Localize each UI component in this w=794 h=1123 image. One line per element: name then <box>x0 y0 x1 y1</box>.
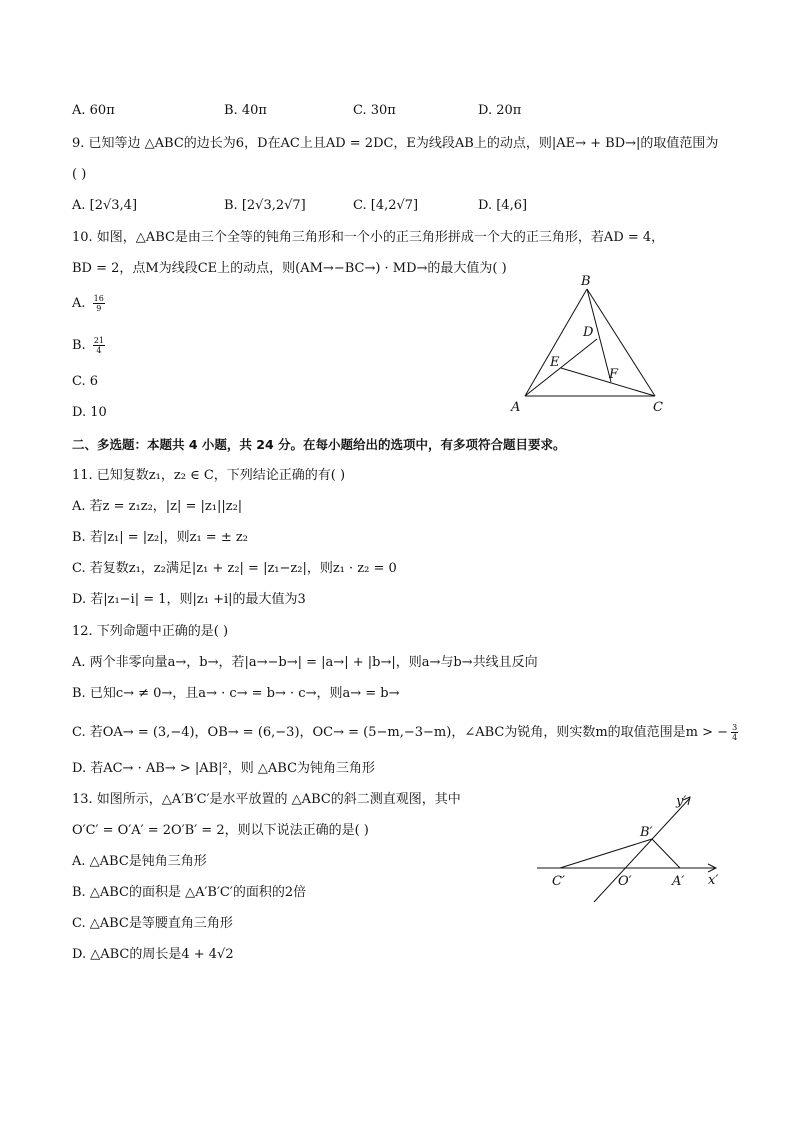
q10-option-a[interactable] <box>72 294 105 313</box>
q9-stem: 9. 已知等边 △ABC的边长为6，D在AC上且AD = 2DC，E为线段AB上的动点，则|AE→ + BD→|的取值范围为 <box>72 136 719 151</box>
label-c: C <box>653 400 663 415</box>
label-o-prime: O′ <box>618 874 632 889</box>
q10-option-b-prefix: B. <box>72 338 86 353</box>
q9-option-b[interactable]: B. [2√3,2√7] <box>224 198 306 213</box>
label-b-prime: B′ <box>640 825 653 840</box>
q10-option-d[interactable]: D. 10 <box>72 405 107 420</box>
q8-option-b[interactable]: B. 40π <box>224 103 267 118</box>
q9-option-d[interactable]: D. [4,6] <box>478 198 528 213</box>
q11-stem: 11. 已知复数z₁，z₂ ∈ C，下列结论正确的有( ) <box>72 468 346 483</box>
q9-paren: ( ) <box>72 167 87 182</box>
q12-option-c-denominator: 4 <box>732 733 738 742</box>
q10-triangle-figure <box>505 272 675 417</box>
q13-stem-line2: O′C′ = O′A′ = 2O′B′ = 2，则以下说法正确的是( ) <box>72 823 369 838</box>
q11-option-b[interactable]: B. 若|z₁| = |z₂|，则z₁ = ± z₂ <box>72 530 248 545</box>
q11-option-a[interactable]: A. 若z = z₁z₂，|z| = |z₁||z₂| <box>72 499 243 514</box>
q10-option-b-fraction <box>93 336 105 355</box>
segment-b-a <box>652 839 680 868</box>
edge-bc <box>587 289 655 396</box>
q8-option-c[interactable]: C. 30π <box>353 103 396 118</box>
q10-option-b[interactable] <box>72 336 105 355</box>
q12-option-d[interactable]: D. 若AC→ · AB→ > |AB|²，则 △ABC为钝角三角形 <box>72 761 376 776</box>
q9-option-c[interactable]: C. [4,2√7] <box>353 198 419 213</box>
q13-option-d[interactable]: D. △ABC的周长是4 + 4√2 <box>72 947 234 962</box>
label-a: A <box>511 400 521 415</box>
q13-option-a[interactable]: A. △ABC是钝角三角形 <box>72 854 207 869</box>
section-2-header: 二、多选题：本题共 4 小题，共 24 分。在每小题给出的选项中，有多项符合题目要求。 <box>72 437 566 452</box>
q13-option-c[interactable]: C. △ABC是等腰直角三角形 <box>72 916 233 931</box>
q10-stem-line1: 10. 如图，△ABC是由三个全等的钝角三角形和一个小的正三角形拼成一个大的正三角形，若AD = 4， <box>72 230 665 245</box>
q8-option-d[interactable]: D. 20π <box>478 103 522 118</box>
q13-option-b[interactable]: B. △ABC的面积是 △A′B′C′的面积的2倍 <box>72 885 307 900</box>
label-e: E <box>550 355 560 370</box>
q12-option-b[interactable]: B. 已知c→ ≠ 0→，且a→ · c→ = b→ · c→，则a→ = b→ <box>72 686 400 701</box>
label-y-axis: y′ <box>676 794 687 809</box>
q11-option-d[interactable]: D. 若|z₁−i| = 1，则|z₁ +i|的最大值为3 <box>72 592 306 607</box>
q13-stem-line1: 13. 如图所示，△A′B′C′是水平放置的 △ABC的斜二测直观图，其中 <box>72 792 461 807</box>
q12-option-a[interactable]: A. 两个非零向量a→，b→，若|a→−b→| = |a→| + |b→|，则a→与b→共线且反向 <box>72 655 538 670</box>
q12-option-c-fraction <box>731 723 738 742</box>
label-b: B <box>581 274 591 289</box>
q10-option-a-fraction <box>93 294 105 313</box>
q10-option-a-prefix: A. <box>72 296 86 311</box>
segment-ad <box>525 339 597 396</box>
q10-option-a-numerator: 16 <box>93 294 104 303</box>
q10-option-b-denominator: 4 <box>96 346 102 355</box>
q10-stem-line2: BD = 2，点M为线段CE上的动点，则(AM→−BC→) · MD→的最大值为( ) <box>72 261 507 276</box>
q12-option-c[interactable] <box>72 723 738 742</box>
q10-option-a-denominator: 9 <box>96 304 102 313</box>
q9-options <box>72 198 712 216</box>
label-c-prime: C′ <box>552 874 565 889</box>
q9-option-a[interactable]: A. [2√3,4] <box>72 198 138 213</box>
q12-option-c-text: C. 若OA→ = (3,−4)，OB→ = (6,−3)，OC→ = (5−m,−3−m)，∠ABC为锐角，则实数m的取值范围是m > − <box>72 725 729 740</box>
label-a-prime: A′ <box>672 874 685 889</box>
q12-option-c-numerator: 3 <box>732 723 738 732</box>
label-d: D <box>583 325 594 340</box>
edge-ab <box>525 289 587 396</box>
q8-option-a[interactable]: A. 60π <box>72 103 115 118</box>
label-x-axis: x′ <box>708 873 719 888</box>
q11-option-c[interactable]: C. 若复数z₁，z₂满足|z₁ + z₂| = |z₁−z₂|，则z₁ · z₂ = 0 <box>72 561 397 576</box>
q8-options <box>72 103 712 121</box>
q12-stem: 12. 下列命题中正确的是( ) <box>72 624 229 639</box>
q10-option-b-numerator: 21 <box>93 336 105 345</box>
q10-option-c[interactable]: C. 6 <box>72 374 99 389</box>
label-f: F <box>609 367 619 382</box>
q13-oblique-figure <box>532 785 732 905</box>
